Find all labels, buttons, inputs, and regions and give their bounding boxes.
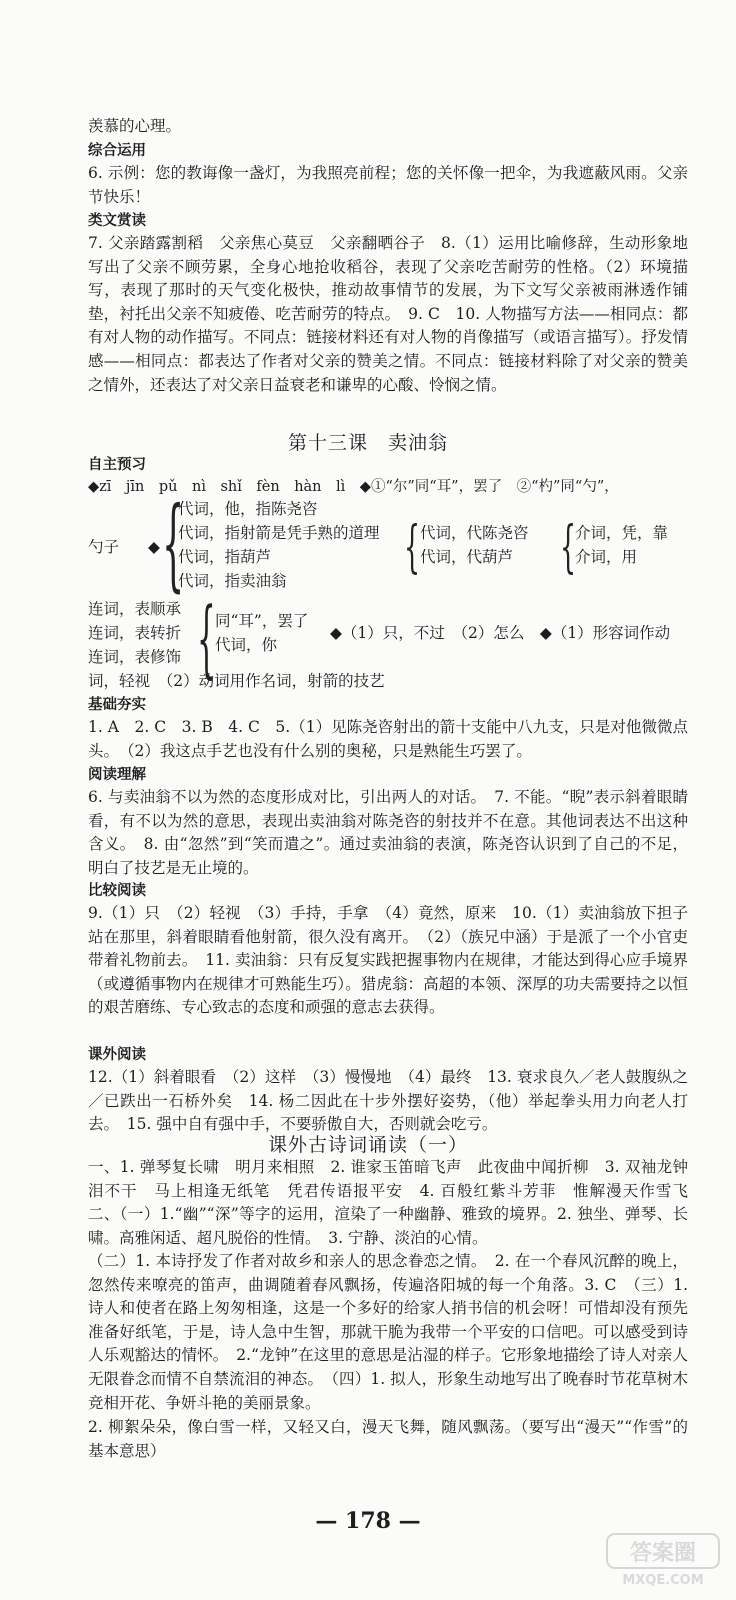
paragraph-jichu: 1. A 2. C 3. B 4. C 5.（1）见陈尧咨射出的箭十支能中八九支，只是对他微微点头。 （2）我这点手艺也没有什么别的奥秘，只是熟能生巧罢了。 [88, 718, 688, 760]
heading-zonghe: 综合运用 [88, 143, 146, 159]
paragraph-envy: 羡慕的心理。 [88, 117, 182, 135]
heading-jichu: 基础夯实 [88, 697, 146, 713]
paragraph-poetry-3: 2. 柳絮朵朵，像白雪一样，又轻又白，漫天飞舞，随风飘荡。（要写出“漫天”“作雪”的基本意思） [88, 1418, 688, 1460]
g5-item: 代词，你 [215, 636, 278, 654]
paragraph-leiwen: 7. 父亲踏露割稻 父亲焦心莫豆 父亲翻晒谷子 8.（1）运用比喻修辞，生动形象地写出了父亲不顾劳累，全身心地抢收稻谷，表现了父亲吃苦耐劳的性格。（2）环境描写，表现了那时的天气变化极快，推动故事情节的发展，为下文写父亲被雨淋透作铺垫，衬托出父亲不知疲倦、吃苦耐劳的特点。 9. C 10. 人物描写方法——相同点：都有对人物的动作描写。不同点：链接材料还有对人物的肖像描写（或语言描写）。抒发情感——相同点：都表达了作者对父亲的赞美之情。不同点：链接材料除了对父亲的赞美之情外，还表达了对父亲日益衰老和谦卑的心酸、怜悯之情。 [88, 234, 688, 394]
g4-item: 连词，表转折 [88, 624, 182, 642]
heading-kewai: 课外阅读 [88, 1047, 146, 1063]
g1-item: 代词，他，指陈尧咨 [178, 500, 318, 518]
lesson-title: 第十三课 卖油翁 [287, 432, 448, 454]
g2-item: 代词，代陈尧咨 [420, 524, 529, 542]
watermark-logo-image [605, 1530, 723, 1588]
paragraph-yuedu: 6. 与卖油翁不以为然的态度形成对比，引出两人的对话。 7. 不能。“睨”表示斜着眼睛看，有不以为然的意思，表现出卖油翁对陈尧咨的射技并不在意。其他词表达不出这种含义。 8. 由“忽然”到“笑而遣之”。通过卖油翁的表演，陈尧咨认识到了自己的不足，明白了技艺是无止境的。 [88, 788, 688, 877]
g4-item: 连词，表顺承 [88, 600, 182, 618]
poetry-title: 课外古诗词诵读（一） [267, 1134, 468, 1156]
heading-yuedu: 阅读理解 [88, 767, 146, 783]
g3-item: 介词，凭，靠 [575, 524, 669, 542]
heading-bijiao: 比较阅读 [88, 883, 146, 899]
diamond-marker: ◆ [148, 538, 160, 556]
g1-item: 代词，指卖油翁 [178, 572, 287, 590]
page-number: — 178 — [315, 1508, 421, 1534]
tail-line: 词，轻视 （2）动词用作名词，射箭的技艺 [88, 672, 385, 690]
g1-item: 代词，指葫芦 [178, 548, 272, 566]
watermark-logo [605, 1530, 723, 1588]
brace-g3: { [560, 515, 577, 580]
paragraph-poetry-1: 一、1. 弹琴复长啸 明月来相照 2. 谁家玉笛暗飞声 此夜曲中闻折柳 3. 双袖龙钟泪不干 马上相逢无纸笔 凭君传语报平安 4. 百般红紫斗芳菲 惟解漫天作雪飞 二、（一）1.“幽”“深”等字的运用，渲染了一种幽静、雅致的境界。2. 独坐、弹琴、长啸。高雅闲适、超凡脱俗的性情。 3. 宁静、淡泊的心情。 [88, 1158, 704, 1247]
g2-item: 代词，代葫芦 [420, 548, 514, 566]
brace-g4: { [197, 589, 216, 687]
paragraph-kewai: 12.（1）斜着眼看 （2）这样 （3）慢慢地 （4）最终 13. 衰求良久／老人鼓腹纵之／已跌出一石桥外矣 14. 杨二因此在十步外摆好姿势，（他）举起拳头用力向老人打去。 15. 强中自有强中手，不要骄傲自大，否则就会吃亏。 [88, 1068, 688, 1134]
g5-item: 同“耳”，罢了 [215, 612, 309, 630]
word-shaozi: 勺子 [88, 538, 120, 556]
paragraph-zonghe: 6. 示例：您的教诲像一盏灯，为我照亮前程；您的关怀像一把伞，为我遮蔽风雨。父亲节快乐！ [88, 164, 688, 206]
heading-leiwen: 类文赏读 [88, 213, 146, 229]
brace-g2: { [404, 515, 421, 580]
g4-item: 连词，表修饰 [88, 648, 182, 666]
brace-g1: { [162, 485, 185, 602]
g5-tail: ◆（1）只，不过 （2）怎么 ◆（1）形容词作动 [330, 624, 671, 642]
heading-zizhu: 自主预习 [88, 457, 146, 473]
g3-item: 介词，用 [575, 548, 638, 566]
g1-item: 代词，指射箭是凭手熟的道理 [178, 524, 380, 542]
paragraph-poetry-2: （二）1. 本诗抒发了作者对故乡和亲人的思念眷恋之情。 2. 在一个春风沉醉的晚上，忽然传来嘹亮的笛声，曲调随着春风飘扬，传遍洛阳城的每一个角落。3. C （三）1. 诗人和使者在路上匆匆相逢，这是一个多好的给家人捎书信的机会呀！可惜却没有预先准备好纸笔，于是，诗人急中生智，那就干脆为我带一个平安的口信吧。可以感受到诗人乐观豁达的情怀。 2.“龙钟”在这里的意思是沾湿的样子。它形象地描绘了诗人对亲人无限眷念而情不自禁流泪的神态。 （四）1. 拟人，形象生动地写出了晚春时节花草树木竞相开花、争妍斗艳的美丽景象。 [88, 1252, 688, 1412]
paragraph-bijiao: 9.（1）只 （2）轻视 （3）手持，手拿 （4）竟然，原来 10.（1）卖油翁放下担子站在那里，斜着眼睛看他射箭，很久没有离开。 （2）（族兄中涵）于是派了一个小官吏带着礼物前去。 11. 卖油翁：只有反复实践把握事物内在规律，才能达到得心应手境界（或遵循事物内在规律才可熟能生巧）。猎虎翁：高超的本领、深厚的功夫需要持之以恒的艰苦磨练、专心致志的态度和顽强的意志去获得。 [88, 904, 688, 1017]
watermark-text: 答案圈 [629, 1541, 697, 1566]
watermark-domain: MXQE.COM [622, 1573, 704, 1588]
pinyin-line: ◆zī jīn pǔ nì shǐ fèn hàn lì ◆①“尔”同“耳”，罢了 ②“杓”同“勺”， [88, 479, 619, 495]
